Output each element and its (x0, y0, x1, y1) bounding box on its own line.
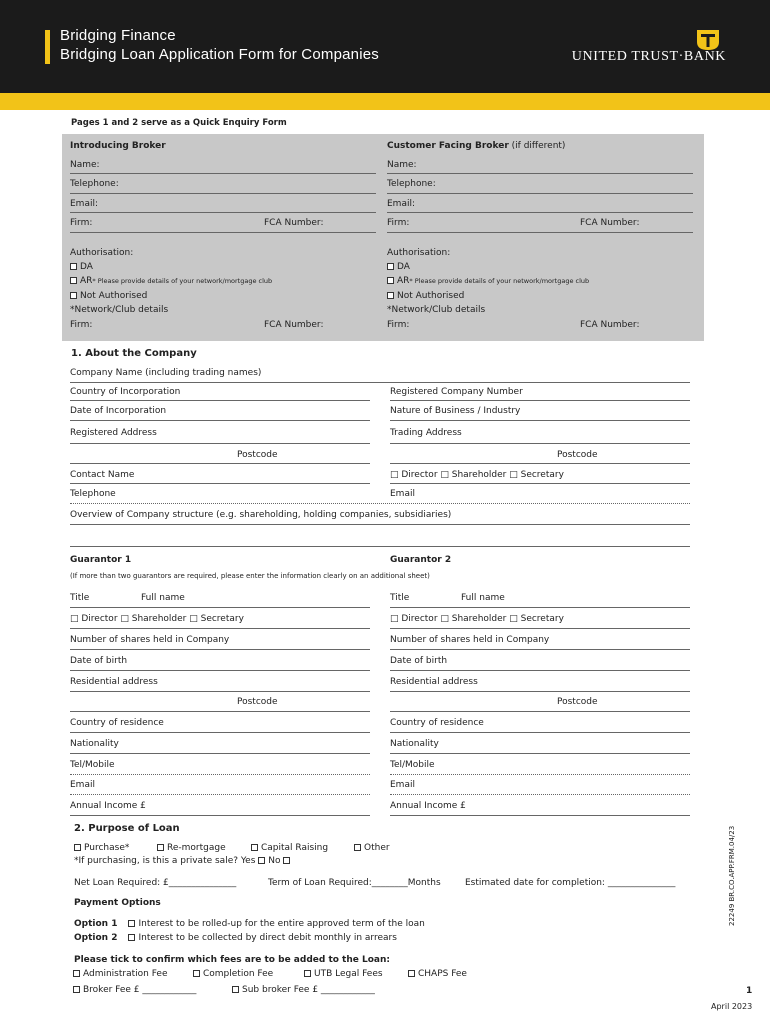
ib-email-label: Email: (70, 199, 99, 209)
option2-row[interactable] (74, 933, 397, 943)
contact-name-field[interactable] (70, 483, 370, 484)
ib-firm-field[interactable] (70, 232, 376, 233)
g2-country-label: Country of residence (390, 718, 484, 728)
guarantor2-heading: Guarantor 2 (390, 555, 452, 565)
company-name-label: Company Name (including trading names) (70, 368, 262, 378)
contact-name-label: Contact Name (70, 470, 135, 480)
country-incorporation-field[interactable] (70, 400, 370, 401)
g2-country-field[interactable] (390, 732, 690, 733)
customer-facing-note: (if different) (511, 141, 566, 151)
remortgage-checkbox[interactable] (157, 844, 164, 851)
private-sale-no-checkbox[interactable] (283, 857, 290, 864)
header-title: Bridging Finance (60, 27, 176, 44)
g1-dob-field[interactable] (70, 670, 370, 671)
g2-email-field[interactable] (390, 794, 690, 795)
page-number: 1 (746, 986, 753, 996)
chaps-fee-option[interactable] (408, 969, 467, 979)
g2-income-label: Annual Income £ (390, 801, 466, 811)
purpose-remortgage-option[interactable] (157, 843, 226, 853)
g1-shares-label: Number of shares held in Company (70, 635, 230, 645)
sub-broker-fee-checkbox[interactable] (232, 986, 239, 993)
g2-role-line (390, 628, 690, 629)
ib-network-label: *Network/Club details (70, 305, 169, 315)
g1-nationality-field[interactable] (70, 753, 370, 754)
g2-shares-label: Number of shares held in Company (390, 635, 550, 645)
trading-address-field[interactable] (390, 443, 690, 444)
cfb-name-field[interactable] (387, 173, 693, 174)
email-label: Email (390, 489, 415, 499)
g1-country-label: Country of residence (70, 718, 164, 728)
capital-raising-checkbox[interactable] (251, 844, 258, 851)
telephone-email-field[interactable] (70, 503, 690, 504)
purpose-other-option[interactable] (354, 843, 390, 853)
yellow-band (0, 93, 770, 110)
cfb-ar-label: AR (397, 276, 410, 286)
date-incorporation-label: Date of Incorporation (70, 406, 167, 416)
cfb-firm-field[interactable] (387, 232, 693, 233)
cfb-not-authorised-checkbox[interactable] (387, 292, 394, 299)
chaps-fee-label: CHAPS Fee (418, 969, 467, 979)
ib-da-label: DA (80, 262, 93, 272)
cfb-name-label: Name: (387, 160, 417, 170)
ib-not-authorised-label: Not Authorised (80, 291, 148, 301)
ib-telephone-label: Telephone: (70, 179, 119, 189)
admin-fee-option[interactable] (73, 969, 167, 979)
g2-fullname-label: Full name (461, 593, 505, 603)
option1-text: Interest to be rolled-up for the entire approved term of the loan (138, 919, 425, 929)
sub-broker-fee-label: Sub broker Fee £ ____________ (242, 985, 375, 995)
remortgage-label: Re-mortgage (167, 843, 226, 853)
g1-title-label: Title (70, 593, 90, 603)
company-name-field[interactable] (70, 382, 690, 383)
g2-tel-field[interactable] (390, 774, 690, 775)
ib-da-checkbox[interactable] (70, 263, 77, 270)
legal-fee-checkbox[interactable] (304, 970, 311, 977)
ib-not-authorised-checkbox[interactable] (70, 292, 77, 299)
customer-facing-label: Customer Facing Broker (387, 141, 509, 151)
country-incorporation-label: Country of Incorporation (70, 387, 181, 397)
purpose-heading: 2. Purpose of Loan (74, 823, 180, 834)
g1-fullname-label: Full name (141, 593, 185, 603)
quick-enquiry-note: Pages 1 and 2 serve as a Quick Enquiry Form (71, 118, 287, 128)
g1-nationality-label: Nationality (70, 739, 119, 749)
option1-row[interactable] (74, 919, 425, 929)
payment-options-heading: Payment Options (74, 898, 161, 908)
overview-field-1[interactable] (70, 524, 690, 525)
private-sale-row (74, 856, 293, 866)
option2-label: Option 2 (74, 933, 118, 943)
trading-address-label: Trading Address (390, 428, 462, 438)
cfb-ar-note: * Please provide details of your network/mortgage club (409, 277, 590, 285)
g1-income-field[interactable] (70, 815, 370, 816)
g2-nationality-label: Nationality (390, 739, 439, 749)
cfb-fca-label: FCA Number: (580, 218, 640, 228)
loan-term-field[interactable]: Term of Loan Required:________Months (268, 878, 441, 888)
cfb-da-option[interactable] (387, 262, 410, 272)
g2-address-field[interactable] (390, 691, 690, 692)
g2-dob-field[interactable] (390, 670, 690, 671)
admin-fee-checkbox[interactable] (73, 970, 80, 977)
other-label: Other (364, 843, 390, 853)
purchase-label: Purchase* (84, 843, 130, 853)
g1-email-field[interactable] (70, 794, 370, 795)
private-sale-yes-checkbox[interactable] (258, 857, 265, 864)
g2-tel-label: Tel/Mobile (390, 760, 435, 770)
g1-address-label: Residential address (70, 677, 158, 687)
sub-broker-fee-option[interactable] (232, 985, 375, 995)
option1-label: Option 1 (74, 919, 118, 929)
g1-email-label: Email (70, 780, 95, 790)
completion-fee-label: Completion Fee (203, 969, 274, 979)
cfb-authorisation-label: Authorisation: (387, 248, 451, 258)
completion-date-field[interactable]: Estimated date for completion: _______________ (465, 878, 676, 888)
g2-postcode-field[interactable] (390, 711, 690, 712)
g1-name-field[interactable] (70, 607, 370, 608)
brand-logo-text: UNITED TRUST·BANK (571, 49, 726, 64)
cfb-ar-checkbox[interactable] (387, 277, 394, 284)
cfb-email-label: Email: (387, 199, 416, 209)
purpose-capital-option[interactable] (251, 843, 328, 853)
legal-fee-option[interactable] (304, 969, 383, 979)
accent-bar (45, 30, 50, 64)
trading-postcode-label: Postcode (557, 450, 598, 460)
contact-role-options[interactable]: □ Director □ Shareholder □ Secretary (390, 470, 564, 480)
g1-address-field[interactable] (70, 691, 370, 692)
completion-fee-checkbox[interactable] (193, 970, 200, 977)
g1-country-field[interactable] (70, 732, 370, 733)
introducing-broker-heading: Introducing Broker (70, 141, 166, 151)
g1-role-options[interactable]: □ Director □ Shareholder □ Secretary (70, 614, 244, 624)
legal-fee-label: UTB Legal Fees (314, 969, 383, 979)
ib-firm-label: Firm: (70, 218, 93, 228)
fees-heading: Please tick to confirm which fees are to be added to the Loan: (74, 955, 391, 965)
broker-fee-option[interactable] (73, 985, 196, 995)
g2-name-field[interactable] (390, 607, 690, 608)
purchase-checkbox[interactable] (74, 844, 81, 851)
ib-telephone-field[interactable] (70, 193, 376, 194)
other-checkbox[interactable] (354, 844, 361, 851)
cfb-not-authorised-option[interactable] (387, 291, 464, 301)
registered-postcode-label: Postcode (237, 450, 278, 460)
ib-authorisation-label: Authorisation: (70, 248, 134, 258)
cfb-fca2-label: FCA Number: (580, 320, 640, 330)
registered-postcode-field[interactable] (70, 463, 370, 464)
cfb-telephone-field[interactable] (387, 193, 693, 194)
ib-not-authorised-option[interactable] (70, 291, 147, 301)
g2-dob-label: Date of birth (390, 656, 448, 666)
option2-text: Interest to be collected by direct debit monthly in arrears (138, 933, 397, 943)
header-banner (0, 0, 770, 93)
overview-field-2[interactable] (70, 546, 690, 547)
nature-business-field[interactable] (390, 420, 690, 421)
broker-fee-checkbox[interactable] (73, 986, 80, 993)
g1-tel-field[interactable] (70, 774, 370, 775)
ib-name-label: Name: (70, 160, 100, 170)
cfb-da-label: DA (397, 262, 410, 272)
g2-nationality-field[interactable] (390, 753, 690, 754)
g1-postcode-field[interactable] (70, 711, 370, 712)
g1-dob-label: Date of birth (70, 656, 128, 666)
about-company-heading: 1. About the Company (71, 348, 197, 359)
overview-label: Overview of Company structure (e.g. shareholding, holding companies, subsidiaries) (70, 510, 452, 520)
cfb-network-label: *Network/Club details (387, 305, 486, 315)
ib-fca2-label: FCA Number: (264, 320, 324, 330)
net-loan-field[interactable]: Net Loan Required: £_______________ (74, 878, 237, 888)
completion-fee-option[interactable] (193, 969, 273, 979)
registered-number-field[interactable] (390, 400, 690, 401)
ib-ar-note: * Please provide details of your network/mortgage club (92, 277, 273, 285)
cfb-ar-option[interactable] (387, 276, 589, 286)
ib-email-field[interactable] (70, 212, 376, 213)
guarantor-note: (If more than two guarantors are required, please enter the information clearly on an additional sheet) (70, 572, 430, 580)
cfb-not-authorised-label: Not Authorised (397, 291, 465, 301)
g2-title-label: Title (390, 593, 410, 603)
ib-firm2-label: Firm: (70, 320, 93, 330)
form-code: 22249 BR.CO.APP.FRM.04/23 (728, 825, 736, 926)
form-date: April 2023 (711, 1002, 753, 1011)
admin-fee-label: Administration Fee (83, 969, 168, 979)
cfb-telephone-label: Telephone: (387, 179, 436, 189)
g2-email-label: Email (390, 780, 415, 790)
option2-checkbox[interactable] (128, 934, 135, 941)
cfb-email-field[interactable] (387, 212, 693, 213)
g2-shares-field[interactable] (390, 649, 690, 650)
registered-address-label: Registered Address (70, 428, 157, 438)
g1-income-label: Annual Income £ (70, 801, 146, 811)
registered-address-field[interactable] (70, 443, 370, 444)
g2-role-options[interactable]: □ Director □ Shareholder □ Secretary (390, 614, 564, 624)
header-subtitle: Bridging Loan Application Form for Companies (60, 46, 379, 63)
g2-income-field[interactable] (390, 815, 690, 816)
ib-da-option[interactable] (70, 262, 93, 272)
cfb-da-checkbox[interactable] (387, 263, 394, 270)
ib-ar-option[interactable] (70, 276, 272, 286)
cfb-firm-label: Firm: (387, 218, 410, 228)
private-sale-no-label: No (268, 856, 281, 866)
chaps-fee-checkbox[interactable] (408, 970, 415, 977)
g1-tel-label: Tel/Mobile (70, 760, 115, 770)
contact-role-field[interactable] (390, 483, 690, 484)
nature-business-label: Nature of Business / Industry (390, 406, 521, 416)
date-incorporation-field[interactable] (70, 420, 370, 421)
ib-ar-checkbox[interactable] (70, 277, 77, 284)
g1-shares-field[interactable] (70, 649, 370, 650)
g2-address-label: Residential address (390, 677, 478, 687)
ib-name-field[interactable] (70, 173, 376, 174)
g2-postcode-label: Postcode (557, 697, 598, 707)
purpose-purchase-option[interactable] (74, 843, 129, 853)
registered-number-label: Registered Company Number (390, 387, 523, 397)
guarantor1-heading: Guarantor 1 (70, 555, 132, 565)
brand-logo-icon (697, 30, 719, 50)
trading-postcode-field[interactable] (390, 463, 690, 464)
ib-ar-label: AR (80, 276, 93, 286)
capital-raising-label: Capital Raising (261, 843, 329, 853)
option1-checkbox[interactable] (128, 920, 135, 927)
customer-facing-broker-heading (387, 141, 565, 151)
private-sale-label: *If purchasing, is this a private sale? Yes (74, 856, 256, 866)
cfb-firm2-label: Firm: (387, 320, 410, 330)
g1-role-line (70, 628, 370, 629)
broker-fee-label: Broker Fee £ ____________ (83, 985, 197, 995)
telephone-label: Telephone (70, 489, 116, 499)
g1-postcode-label: Postcode (237, 697, 278, 707)
ib-fca-label: FCA Number: (264, 218, 324, 228)
